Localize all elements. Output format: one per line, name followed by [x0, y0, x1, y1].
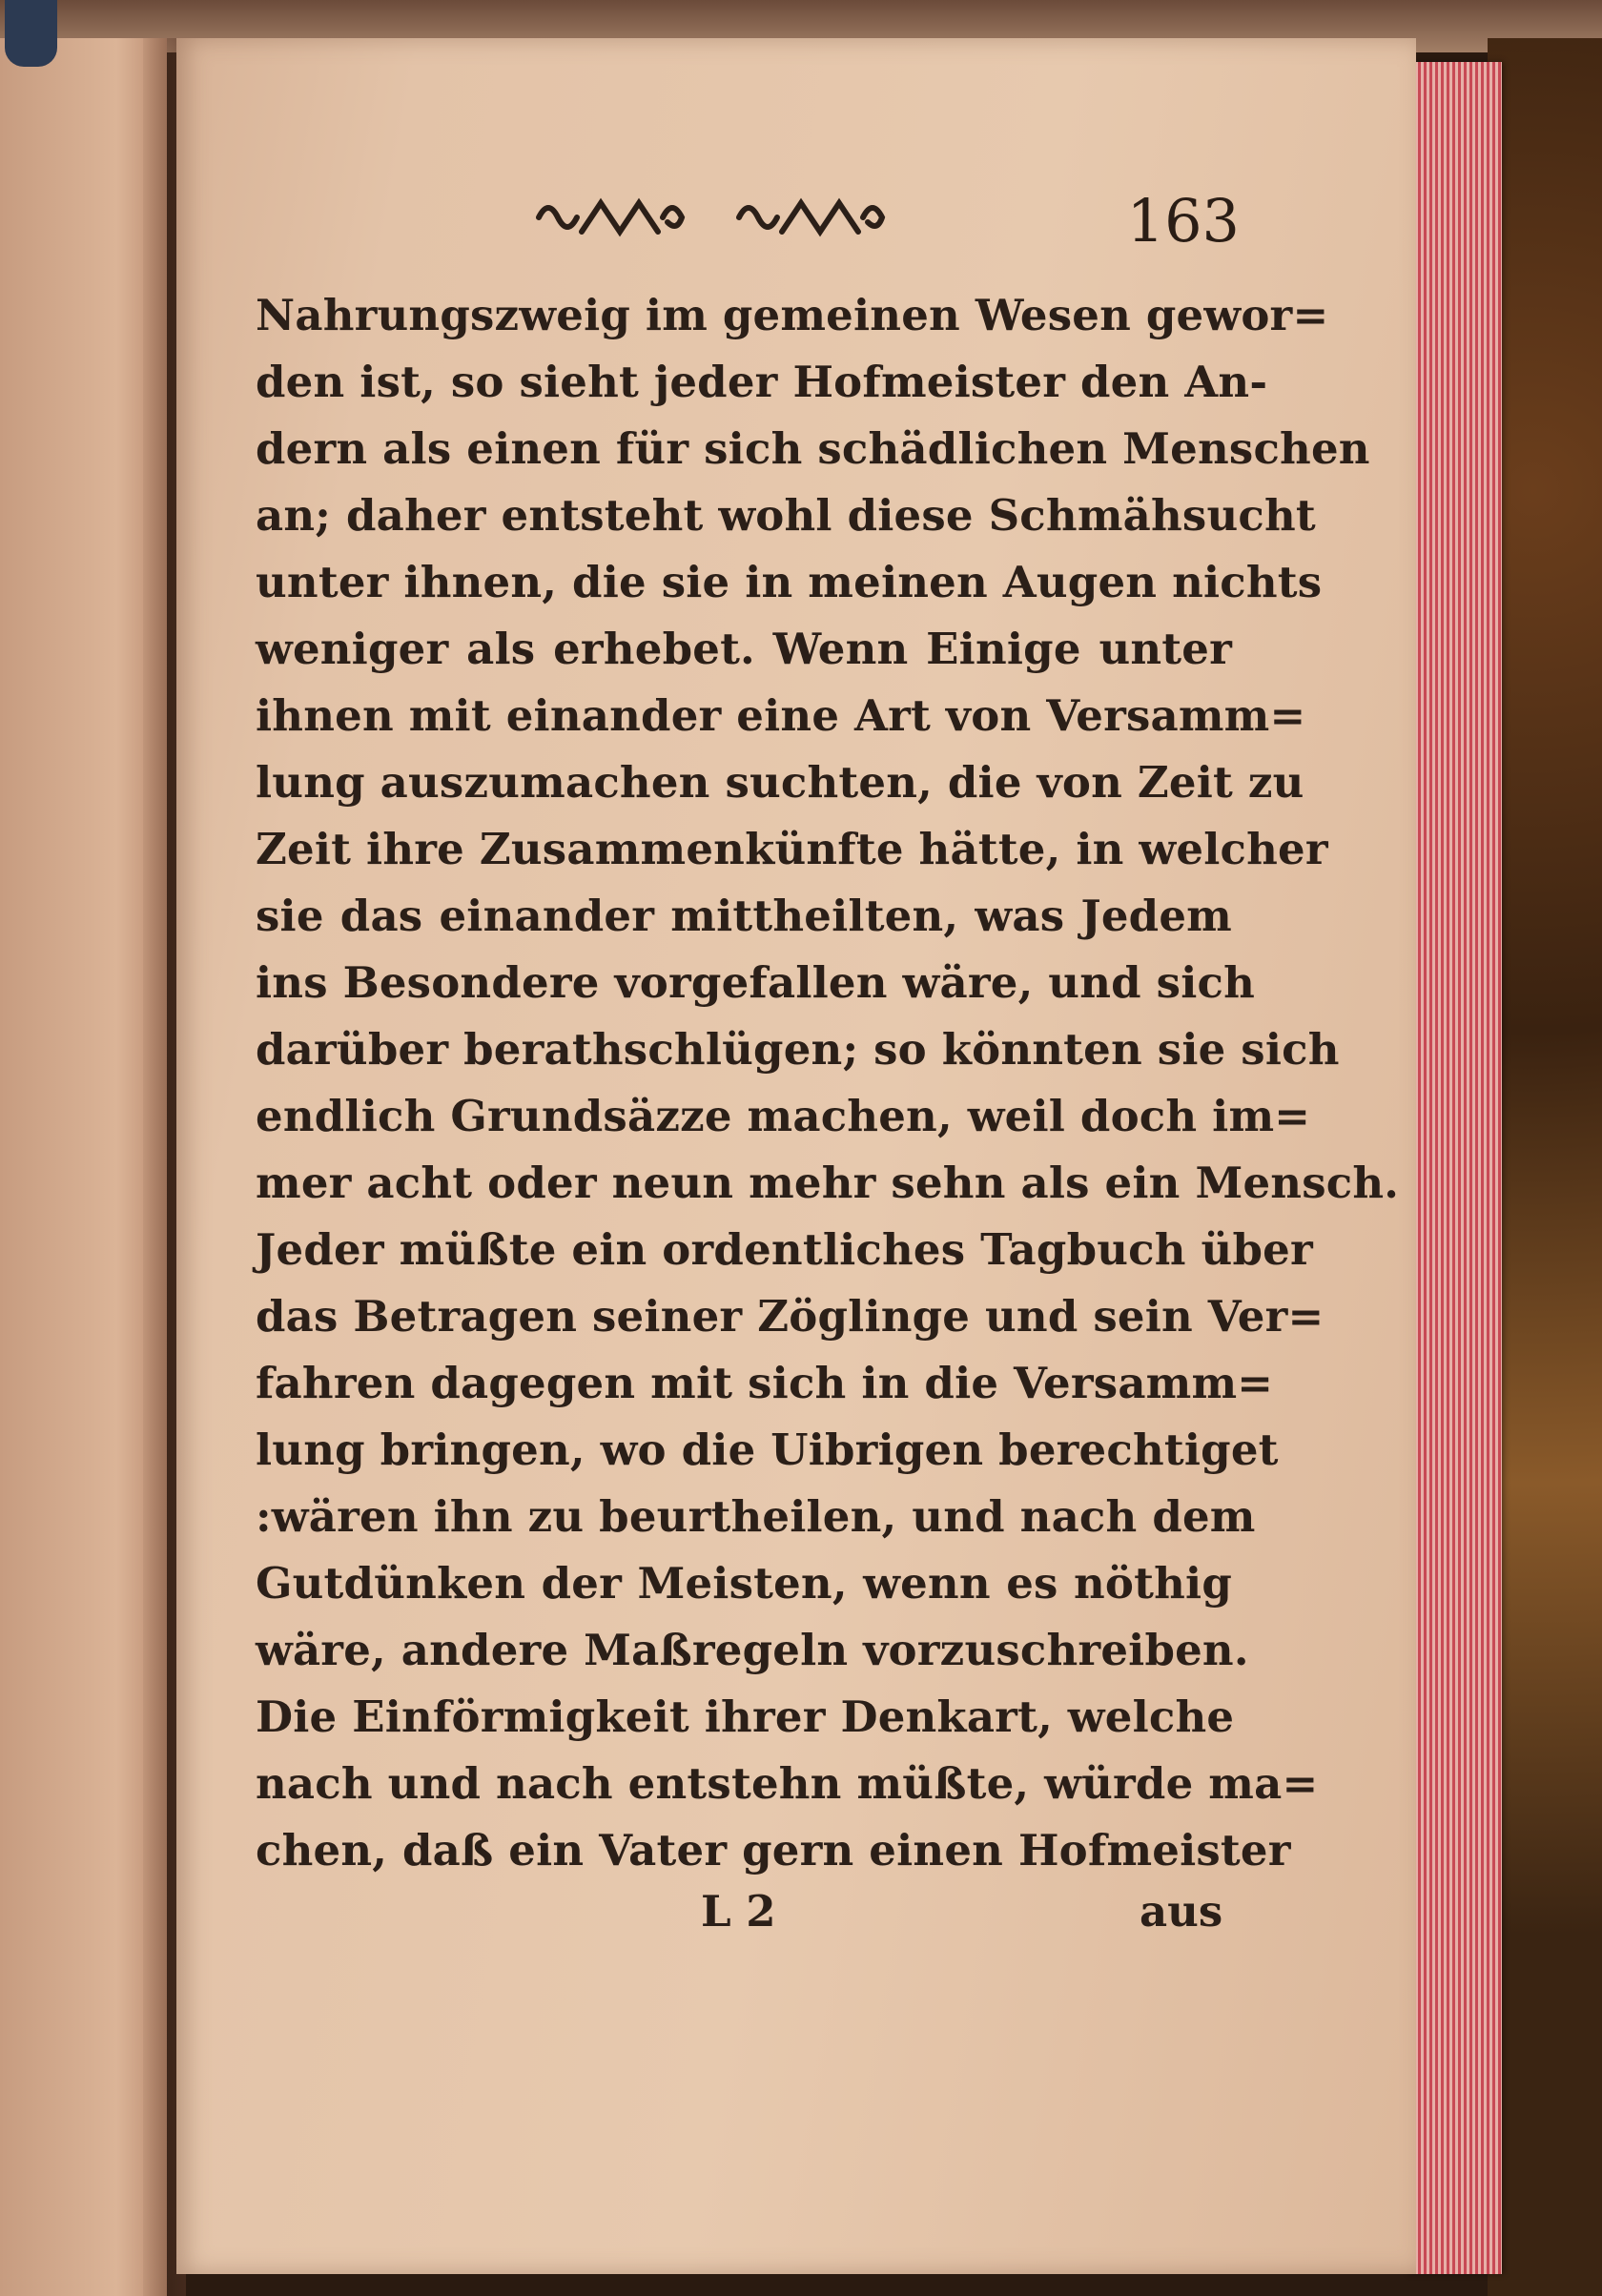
- header-ornaments: [529, 189, 911, 246]
- page-number: 163: [1126, 186, 1240, 256]
- text-line: das Betragen seiner Zöglinge und sein Ver=: [256, 1291, 1325, 1342]
- text-line: wäre, andere Maßregeln vorzuschreiben.: [256, 1625, 1249, 1675]
- text-line: dern als einen für sich schädlichen Menschen: [256, 423, 1370, 474]
- text-line: nach und nach entstehn müßte, würde ma=: [256, 1758, 1319, 1809]
- text-line: Die Einförmigkeit ihrer Denkart, welche: [256, 1691, 1235, 1742]
- text-line: Jeder müßte ein ordentliches Tagbuch über: [256, 1224, 1313, 1275]
- signature-mark: L 2: [701, 1886, 776, 1937]
- text-line: sie das einander mittheilten, was Jedem: [256, 891, 1232, 941]
- catchword: aus: [1140, 1886, 1223, 1937]
- marbled-cover: [1488, 38, 1602, 2296]
- text-line: lung auszumachen suchten, die von Zeit zu: [256, 757, 1304, 808]
- text-line: an; daher entsteht wohl diese Schmähsucht: [256, 490, 1316, 541]
- text-line: lung bringen, wo die Uibrigen berechtiget: [256, 1425, 1279, 1475]
- text-line: den ist, so sieht jeder Hofmeister den An-: [256, 357, 1268, 407]
- text-line: Zeit ihre Zusammenkünfte hätte, in welcher: [256, 824, 1328, 874]
- text-line: darüber berathschlügen; so könnten sie sich: [256, 1024, 1340, 1075]
- text-line: Nahrungszweig im gemeinen Wesen gewor=: [256, 290, 1329, 340]
- ornament-icon: [729, 189, 896, 246]
- left-page-edge: [0, 38, 167, 2296]
- text-line: ins Besondere vorgefallen wäre, und sich: [256, 957, 1256, 1008]
- red-page-edges: [1407, 62, 1502, 2274]
- text-line: Gutdünken der Meisten, wenn es nöthig: [256, 1558, 1232, 1609]
- text-line: unter ihnen, die sie in meinen Augen nichts: [256, 557, 1323, 607]
- text-line: :wären ihn zu beurtheilen, und nach dem: [256, 1491, 1256, 1542]
- ribbon-bookmark: [5, 0, 57, 67]
- text-line: mer acht oder neun mehr sehn als ein Mensch.: [256, 1158, 1400, 1208]
- ornament-icon: [529, 189, 696, 246]
- text-line: ihnen mit einander eine Art von Versamm=: [256, 690, 1306, 741]
- text-line: fahren dagegen mit sich in die Versamm=: [256, 1358, 1274, 1408]
- text-line: chen, daß ein Vater gern einen Hofmeister: [256, 1825, 1291, 1876]
- text-line: endlich Grundsäzze machen, weil doch im=: [256, 1091, 1311, 1141]
- text-line: weniger als erhebet. Wenn Einige unter: [256, 624, 1232, 674]
- body-text: [256, 282, 1400, 1884]
